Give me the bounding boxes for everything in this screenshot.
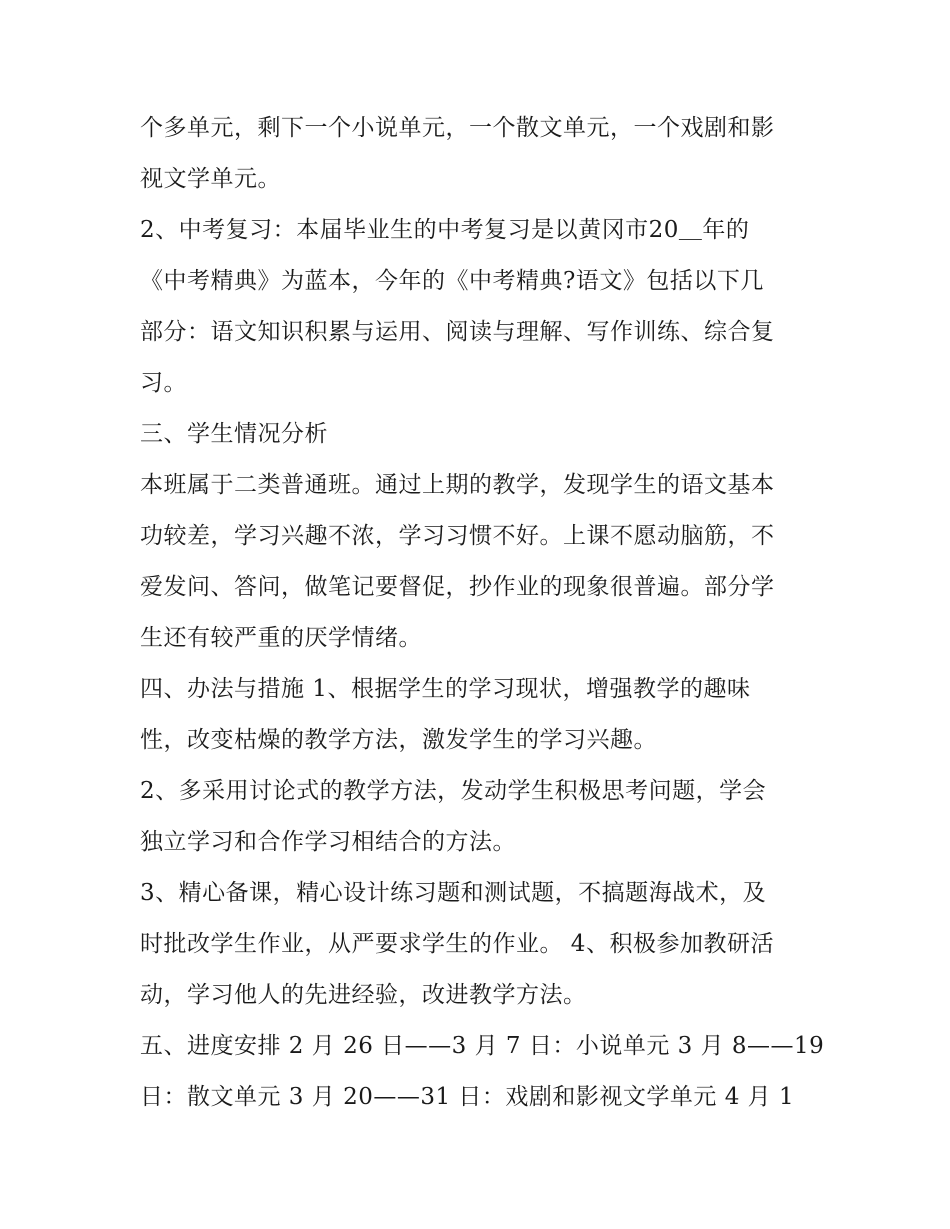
text-line-11: 生还有较严重的厌学情绪。 xyxy=(140,625,422,651)
text-line-12: 四、办法与措施 1、根据学生的学习现状，增强教学的趣味 xyxy=(140,676,751,702)
text-line-17: 时批改学生作业，从严要求学生的作业。 4、积极参加教研活 xyxy=(140,931,774,957)
body-text xyxy=(140,103,830,1123)
text-line-6: 习。 xyxy=(140,370,187,396)
section-heading-student-analysis: 三、学生情况分析 xyxy=(140,421,328,447)
text-line-4: 《中考精典》为蓝本，今年的《中考精典?语文》包括以下几 xyxy=(140,268,764,294)
text-line-8: 本班属于二类普通班。通过上期的教学，发现学生的语文基本 xyxy=(140,472,775,498)
text-line-5: 部分：语文知识积累与运用、阅读与理解、写作训练、综合复 xyxy=(140,319,775,345)
text-line-14: 2、多采用讨论式的教学方法，发动学生积极思考问题，学会 xyxy=(140,778,767,804)
text-line-1: 个多单元，剩下一个小说单元，一个散文单元，一个戏剧和影 xyxy=(140,115,775,141)
text-line-16: 3、精心备课，精心设计练习题和测试题，不搞题海战术，及 xyxy=(140,880,767,906)
text-line-19: 五、进度安排 2 月 26 日——3 月 7 日：小说单元 3 月 8——19 xyxy=(140,1033,825,1059)
text-line-9: 功较差，学习兴趣不浓，学习习惯不好。上课不愿动脑筋，不 xyxy=(140,523,775,549)
text-line-2: 视文学单元。 xyxy=(140,166,281,192)
text-line-15: 独立学习和合作学习相结合的方法。 xyxy=(140,829,516,855)
text-line-3: 2、中考复习：本届毕业生的中考复习是以黄冈市20＿年的 xyxy=(140,217,750,243)
text-line-20: 日：散文单元 3 月 20——31 日：戏剧和影视文学单元 4 月 1 xyxy=(140,1084,795,1110)
text-line-18: 动，学习他人的先进经验，改进教学方法。 xyxy=(140,982,587,1008)
text-line-10: 爱发问、答问，做笔记要督促，抄作业的现象很普遍。部分学 xyxy=(140,574,775,600)
text-line-13: 性，改变枯燥的教学方法，激发学生的学习兴趣。 xyxy=(140,727,657,753)
